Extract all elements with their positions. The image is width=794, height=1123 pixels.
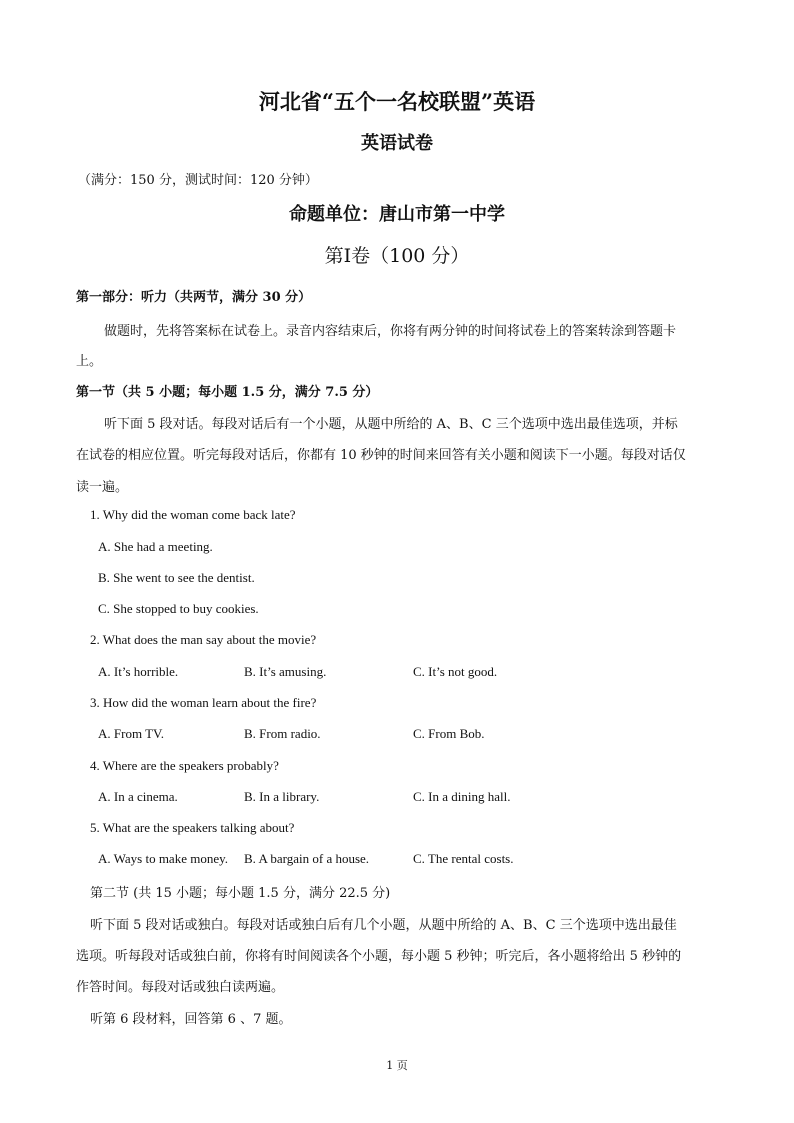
- section1-instruction-line1: 听下面 5 段对话。每段对话后有一个小题，从题中所给的 A、B、C 三个选项中选出最佳选项，并标: [104, 417, 678, 432]
- author-unit: 命题单位：唐山市第一中学: [289, 204, 505, 225]
- option-c: C. It’s not good.: [413, 664, 498, 679]
- option-b: B. In a library.: [244, 789, 320, 804]
- option-c: C. The rental costs.: [413, 851, 514, 866]
- part1-instruction-line2: 上。: [76, 354, 103, 369]
- question-stem: 2. What does the man say about the movie?: [90, 632, 317, 647]
- section2-instruction-line3: 作答时间。每段对话或独白读两遍。: [76, 980, 285, 995]
- question-stem: 5. What are the speakers talking about?: [90, 820, 295, 835]
- section2-heading: 第二节 (共 15 小题；每小题 1.5 分，满分 22.5 分): [90, 886, 391, 901]
- option-b: B. She went to see the dentist.: [98, 570, 255, 585]
- question-stem: 1. Why did the woman come back late?: [90, 507, 296, 522]
- option-a: A. In a cinema.: [98, 789, 178, 804]
- material-note: 听第 6 段材料，回答第 6 、7 题。: [90, 1012, 292, 1027]
- score-info: （满分：150 分，测试时间：120 分钟）: [78, 173, 318, 188]
- question-stem: 3. How did the woman learn about the fire?: [90, 695, 317, 710]
- document-title: 河北省“五个一名校联盟”英语: [258, 89, 536, 114]
- volume-heading: 第Ⅰ卷（100 分）: [324, 245, 470, 267]
- option-a: A. It’s horrible.: [98, 664, 179, 679]
- option-b: B. A bargain of a house.: [244, 851, 370, 866]
- option-a: A. Ways to make money.: [98, 851, 229, 866]
- section2-instruction-line1: 听下面 5 段对话或独白。每段对话或独白后有几个小题，从题中所给的 A、B、C 三个选项中选出最佳: [90, 918, 677, 933]
- page-number: 1 页: [386, 1059, 408, 1072]
- part1-instruction-line1: 做题时，先将答案标在试卷上。录音内容结束后，你将有两分钟的时间将试卷上的答案转涂到答题卡: [104, 324, 677, 339]
- option-a: A. From TV.: [98, 726, 164, 741]
- section1-instruction-line3: 读一遍。: [76, 480, 129, 495]
- option-a: A. She had a meeting.: [98, 539, 213, 554]
- option-b: B. From radio.: [244, 726, 321, 741]
- section2-instruction-line2: 选项。听每段对话或独白前，你将有时间阅读各个小题，每小题 5 秒钟；听完后，各小题将给出 5 秒钟的: [76, 949, 682, 964]
- document-subtitle: 英语试卷: [361, 133, 433, 154]
- part1-heading: 第一部分：听力（共两节，满分 30 分）: [76, 290, 312, 305]
- option-c: C. She stopped to buy cookies.: [98, 601, 259, 616]
- option-b: B. It’s amusing.: [244, 664, 327, 679]
- question-stem: 4. Where are the speakers probably?: [90, 758, 279, 773]
- option-c: C. From Bob.: [413, 726, 485, 741]
- option-c: C. In a dining hall.: [413, 789, 511, 804]
- section1-heading: 第一节（共 5 小题；每小题 1.5 分，满分 7.5 分）: [76, 385, 379, 400]
- section1-instruction-line2: 在试卷的相应位置。听完每段对话后，你都有 10 秒钟的时间来回答有关小题和阅读下一小题。每段对话仅: [76, 448, 686, 463]
